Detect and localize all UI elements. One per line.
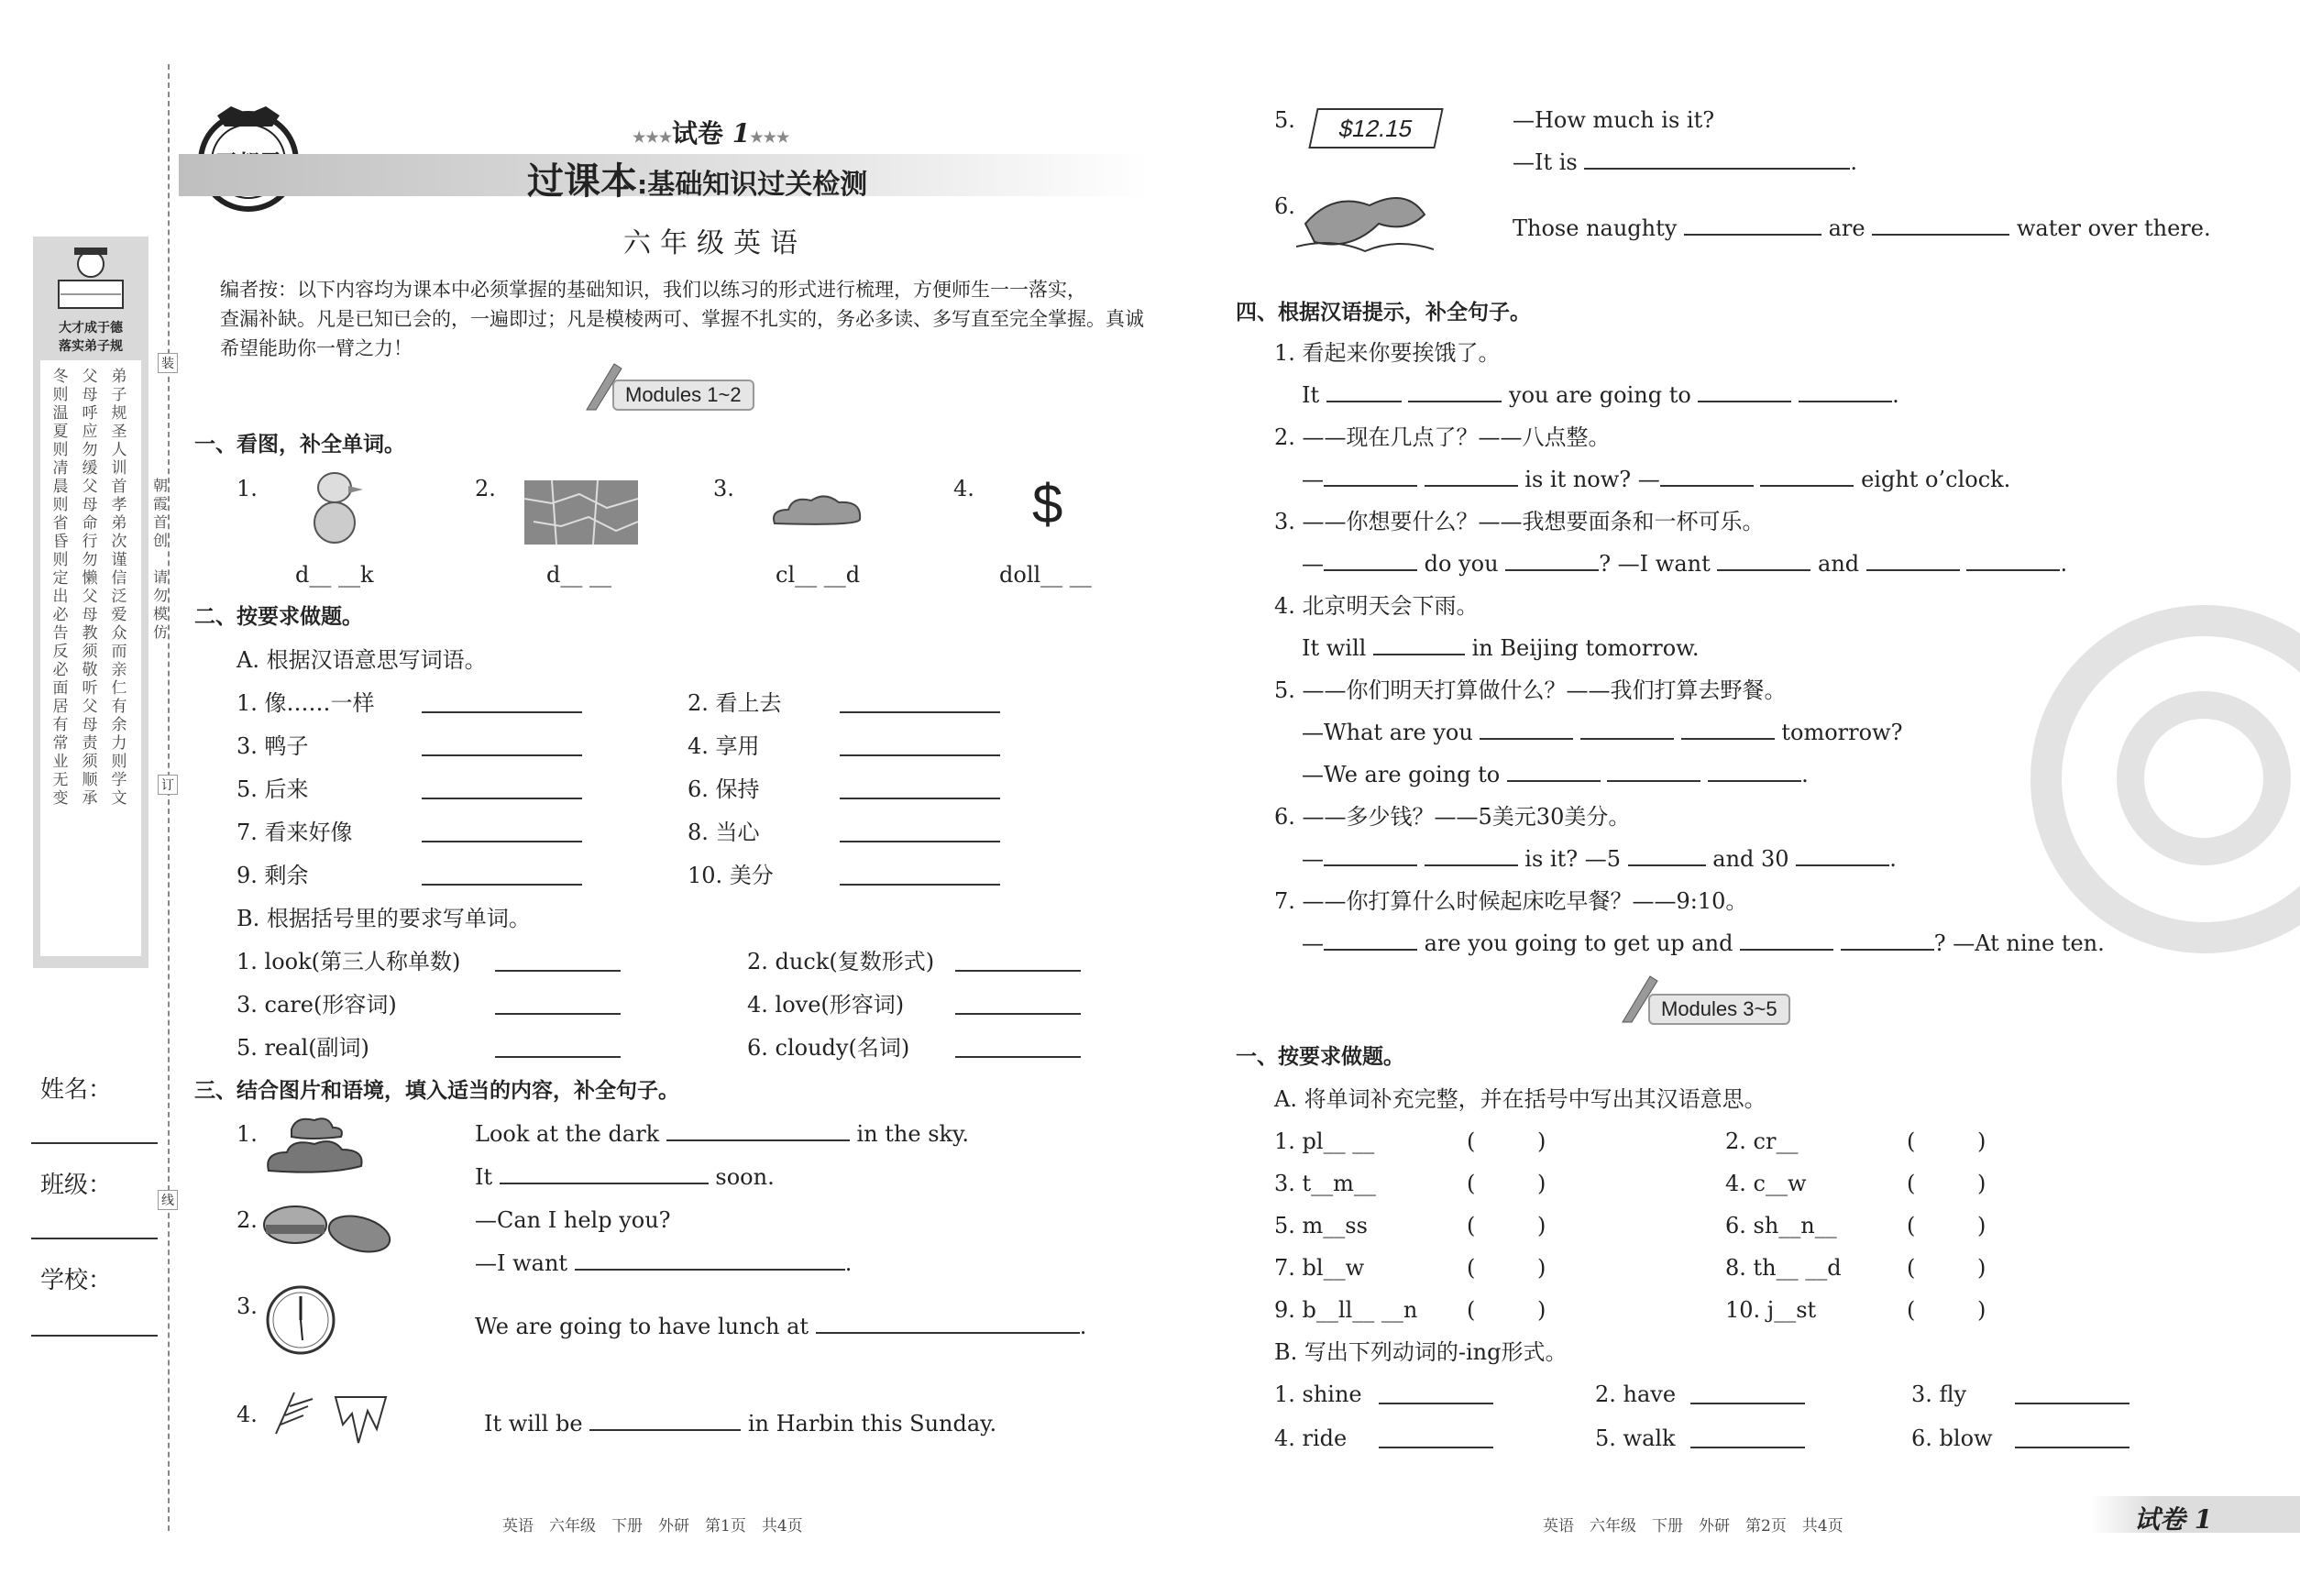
subsection-title: A. 将单词补充完整，并在括号中写出其汉语意思。 [1274,1086,1766,1112]
answer-blank[interactable] [840,779,1000,799]
answer-blank[interactable] [422,779,582,799]
question: 9. b__ll__ __n [1274,1297,1418,1323]
scholar-icon [51,244,130,317]
sentence: — is it now? — eight o’clock. [1302,467,2011,492]
answer-paren[interactable]: ( ) [1467,1128,1546,1154]
question-cn: 3. ——你想要什么？——我想要面条和一杯可乐。 [1274,509,1765,534]
question: 9. 剩余 [237,863,309,888]
answer-paren[interactable]: ( ) [1907,1255,1986,1281]
clock-icon [264,1283,337,1357]
sentence: It soon. [475,1164,775,1190]
sentence: Those naughty are water over there. [1513,215,2211,241]
answer-blank[interactable] [840,693,1000,713]
weather-icon [271,1388,391,1448]
answer-blank[interactable] [955,995,1081,1015]
section-title: 三、结合图片和语境，填入适当的内容，补全句子。 [194,1079,679,1103]
question-cn: 6. ——多少钱？——5美元30美分。 [1274,804,1631,830]
subject-title: 六年级英语 [623,227,807,259]
question: 8. 当心 [688,820,760,845]
answer-blank[interactable] [422,736,582,756]
sentence: — is it? —5 and 30 . [1302,846,1897,872]
price-tag: $12.15 [1308,108,1443,149]
word-blank[interactable]: d__ __ [546,562,611,588]
answer-blank[interactable] [495,1038,621,1058]
splash-icon [1296,187,1434,260]
sentence: It will be in Harbin this Sunday. [484,1411,997,1436]
sentence: —What are you tomorrow? [1302,720,1903,745]
item-number: 3. [237,1293,258,1319]
answer-paren[interactable]: ( ) [1907,1128,1986,1154]
question: 2. have [1595,1381,1677,1407]
question: 3. 鸭子 [237,733,309,759]
class-input[interactable] [31,1238,158,1239]
school-input[interactable] [31,1335,158,1337]
section-title: 一、按要求做题。 [1236,1045,1404,1069]
question: 8. th__ __d [1725,1255,1842,1281]
page-title: 过课本:基础知识过关检测 [527,160,868,203]
vertical-note: 请勿模仿 [152,568,168,641]
sentence: It will in Beijing tomorrow. [1302,635,1700,661]
school-label: 学校： [40,1266,113,1293]
question: 1. 像……一样 [237,690,375,716]
question: 7. 看来好像 [237,820,353,845]
item-number: 6. [1274,193,1295,219]
answer-paren[interactable]: ( ) [1467,1213,1546,1238]
question: 4. ride [1274,1425,1348,1451]
answer-blank[interactable] [1690,1428,1805,1448]
question: 1. pl__ __ [1274,1128,1375,1154]
question: 6. 保持 [688,776,760,802]
subsection-title: B. 写出下列动词的-ing形式。 [1274,1339,1568,1365]
answer-blank[interactable] [840,822,1000,842]
question: 2. 看上去 [688,690,782,716]
question: 3. fly [1911,1381,1967,1407]
answer-blank[interactable] [2015,1428,2129,1448]
answer-paren[interactable]: ( ) [1907,1297,1986,1323]
item-number: 1. [237,476,258,501]
answer-blank[interactable] [1379,1384,1493,1404]
paper-tag: 试卷 1 [2134,1504,2213,1535]
question: 3. t__m__ [1274,1171,1376,1196]
section-title: 一、看图，补全单词。 [194,433,405,457]
answer-blank[interactable] [422,822,582,842]
item-number: 2. [237,1207,258,1233]
cut-mark: 装 [158,353,178,373]
question: 4. c__w [1725,1171,1807,1196]
question: 1. shine [1274,1381,1362,1407]
sentence: — are you going to get up and ? —At nine ten. [1302,930,2105,956]
answer-blank[interactable] [422,865,582,886]
sentence: —Can I help you? [475,1207,671,1233]
question: 5. walk [1595,1425,1676,1451]
page-footer: 英语 六年级 下册 外研 第1页 共4页 [502,1517,803,1535]
word-blank[interactable]: doll__ __ [999,562,1092,588]
answer-paren[interactable]: ( ) [1907,1213,1986,1238]
item-number: 4. [953,476,974,501]
answer-blank[interactable] [840,736,1000,756]
answer-blank[interactable] [840,865,1000,886]
question: 5. m__ss [1274,1213,1368,1238]
question: 2. duck(复数形式) [747,949,935,974]
watermark-seal [2030,605,2300,953]
module-tag: Modules 1~2 [612,380,754,411]
item-number: 4. [237,1402,258,1427]
item-number: 3. [713,476,734,501]
answer-paren[interactable]: ( ) [1467,1171,1546,1196]
question-cn: 5. ——你们明天打算做什么？——我们打算去野餐。 [1274,677,1787,703]
sidebar-motto-panel [33,237,149,968]
dry-land-icon [524,480,638,545]
sentence: — do you ? —I want and . [1302,551,2068,577]
sentence: —It is . [1513,149,1858,175]
question: 6. cloudy(名词) [747,1035,910,1061]
motto-text-box [40,360,141,956]
sentence: Look at the dark in the sky. [475,1121,970,1147]
answer-blank[interactable] [1690,1384,1805,1404]
sentence: —I want . [475,1250,853,1276]
question-cn: 7. ——你打算什么时候起床吃早餐？——9:10。 [1274,888,1748,914]
name-label: 姓名： [40,1075,113,1103]
answer-paren[interactable]: ( ) [1467,1297,1546,1323]
question: 6. sh__n__ [1725,1213,1837,1238]
question: 6. blow [1911,1425,1993,1451]
question: 3. care(形容词) [237,992,397,1018]
motto: 大才成于德 落实弟子规 [59,321,123,354]
motto-column: 冬则温夏则凊晨则省昏则定出必告反必面居有常业无变 [52,368,69,808]
section-title: 二、按要求做题。 [194,605,363,629]
question: 5. 后来 [237,776,309,802]
food-icon [259,1199,396,1260]
answer-blank[interactable] [955,952,1081,972]
word-blank[interactable]: cl__ __d [776,562,861,588]
answer-paren[interactable]: ( ) [1907,1171,1986,1196]
item-number: 2. [475,476,496,501]
duck-icon [303,468,367,550]
cloud-icon [770,491,865,528]
item-number: 5. [1274,107,1295,133]
answer-blank[interactable] [495,952,621,972]
cut-mark: 线 [158,1190,178,1210]
subsection-title: B. 根据括号里的要求写单词。 [237,906,531,931]
cut-mark: 订 [158,775,178,795]
question: 10. j__st [1725,1297,1817,1323]
cut-line [168,64,170,1531]
question-cn: 1. 看起来你要挨饿了。 [1274,340,1501,366]
module-tag: Modules 3~5 [1648,994,1790,1025]
page-footer: 英语 六年级 下册 外研 第2页 共4页 [1543,1517,1843,1535]
question: 4. love(形容词) [747,992,905,1018]
question: 5. real(副词) [237,1035,369,1061]
section-title: 四、根据汉语提示，补全句子。 [1236,301,1531,325]
sentence: —How much is it? [1513,107,1715,133]
answer-blank[interactable] [1379,1428,1493,1448]
question: 1. look(第三人称单数) [237,949,461,974]
answer-blank[interactable] [495,995,621,1015]
question: 4. 享用 [688,733,760,759]
motto-column: 弟子规圣人训首孝弟次谨信泛爱众而亲仁有余力则学文 [111,368,127,808]
motto-column: 父母呼应勿缓父母命行勿懒父母教须敬听父母责须顺承 [82,368,98,808]
question: 7. bl__w [1274,1255,1365,1281]
answer-paren[interactable]: ( ) [1467,1255,1546,1281]
answer-blank[interactable] [422,693,582,713]
editor-note: 编者按：以下内容均为课本中必须掌握的基础知识，我们以练习的形式进行梳理，方便师生一一落实， 查漏补缺。凡是已知已会的，一遍即过；凡是模棱两可、掌握不扎实的，务必多读、多写直至完全掌握。真诚 希望能助你一臂之力！ [220,279,1144,359]
subsection-title: A. 根据汉语意思写词语。 [237,647,487,673]
sentence: We are going to have lunch at . [475,1314,1087,1339]
paper-number: ★★★试卷 1★★★ [633,118,790,149]
question: 2. cr__ [1725,1128,1799,1154]
sentence: —We are going to . [1302,762,1809,787]
item-number: 1. [237,1121,258,1147]
word-blank[interactable]: d__ __k [295,562,374,588]
question: 10. 美分 [688,863,774,888]
answer-blank[interactable] [955,1038,1081,1058]
dollar-icon: $ [1032,473,1063,534]
answer-blank[interactable] [2015,1384,2129,1404]
name-input[interactable] [31,1142,158,1144]
question-cn: 2. ——现在几点了？——八点整。 [1274,424,1611,450]
sentence: It you are going to . [1302,382,1899,408]
vertical-note: 朝霞首创 [152,477,168,549]
class-label: 班级： [40,1171,113,1198]
question-cn: 4. 北京明天会下雨。 [1274,593,1479,619]
dark-cloud-icon [264,1111,367,1177]
